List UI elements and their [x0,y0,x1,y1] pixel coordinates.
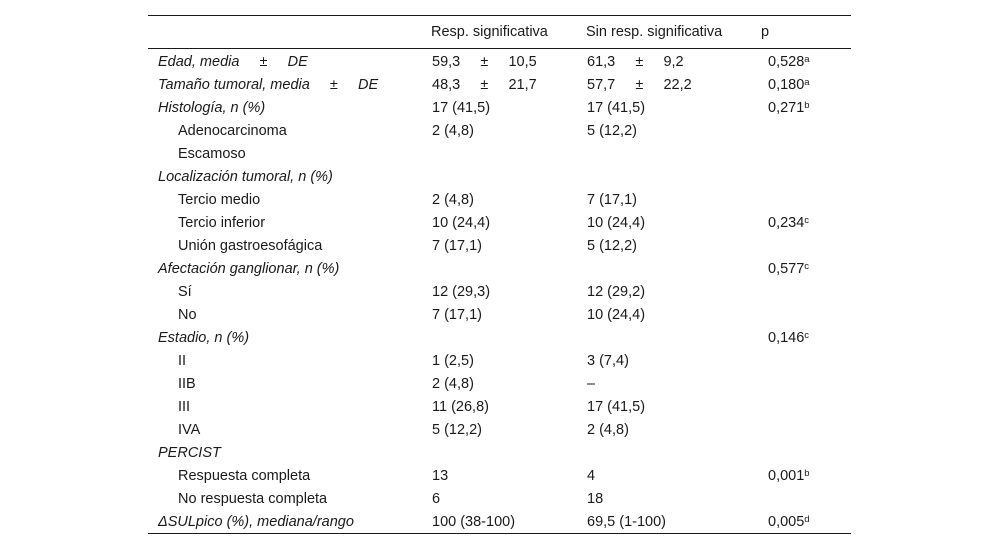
cell-no-significant-response: 12 (29,2) [587,283,646,300]
cell-p-value [761,395,851,418]
cell-significant-response: 100 (38-100) [431,510,586,534]
row-sub-label: Adenocarcinoma [178,122,287,139]
table-row [148,326,851,349]
cell-significant-response [431,257,586,280]
row-sub-label: Escamoso [178,145,246,162]
table-row [148,73,851,96]
p-value-footnote-marker: c [804,260,810,272]
row-section-label: Estadio, n (%) [158,329,250,346]
cell-no-significant-response: 61,3 ± 9,2 [587,53,684,70]
row-section-label: PERCIST [158,444,221,461]
cell-no-significant-response: 10 (24,4) [587,306,646,323]
p-value-text: 0,146 [768,329,805,346]
table-row [148,280,851,303]
row-section-label: Histología, n (%) [158,99,266,116]
cell-no-significant-response: 18 [587,490,604,507]
cell-p-value [761,211,851,234]
p-value-footnote-marker: a [804,76,810,88]
cell-significant-response: 2 (4,8) [432,191,474,208]
row-section-label: ΔSULpico (%), mediana/rango [148,510,431,534]
cell-p-value [761,142,851,165]
p-value-text: 0,271 [768,99,805,116]
p-value-footnote-marker: a [804,53,810,65]
cell-p-value [761,510,851,534]
row-sub-label: Sí [178,283,192,300]
row-sub-label: Unión gastroesofágica [178,237,323,254]
table-row [148,211,851,234]
cell-no-significant-response: – [587,375,596,392]
table-row [148,165,851,188]
cell-significant-response: 1 (2,5) [432,352,474,369]
table-row [148,372,851,395]
p-value-text: 0,001 [768,467,805,484]
cell-no-significant-response: 2 (4,8) [587,421,629,438]
cell-p-value [761,73,851,96]
cell-no-significant-response [586,257,761,280]
table-row [148,257,851,280]
table-row [148,234,851,257]
p-value-footnote-marker: c [804,329,810,341]
cell-no-significant-response [586,326,761,349]
table-row [148,49,851,74]
row-sub-label: Tercio inferior [178,214,266,231]
cell-p-value [761,464,851,487]
cell-no-significant-response: 7 (17,1) [587,191,637,208]
table-row [148,119,851,142]
cell-p-value [761,234,851,257]
cell-p-value [761,188,851,211]
cell-no-significant-response: 57,7 ± 22,2 [587,76,692,93]
row-sub-label: II [178,352,187,369]
row-sub-label: No respuesta completa [178,490,328,507]
row-sub-label: III [178,398,191,415]
row-sub-label: No [178,306,197,323]
table-row [148,441,851,464]
p-value-footnote-marker: b [804,99,810,111]
table-row [148,487,851,510]
cell-p-value [761,280,851,303]
table-row [148,188,851,211]
cell-no-significant-response: 69,5 (1-100) [586,510,761,534]
cell-significant-response: 2 (4,8) [432,122,474,139]
cell-significant-response [431,326,586,349]
p-value-text: 0,234 [768,214,805,231]
cell-significant-response: 2 (4,8) [432,375,474,392]
table-row [148,418,851,441]
cell-no-significant-response: 17 (41,5) [587,99,646,116]
header-no-significant-response: Sin resp. significativa [586,16,761,49]
row-section-label: Edad, media ± DE [158,53,308,70]
p-value-text: 0,180 [768,76,805,93]
cell-significant-response: 48,3 ± 21,7 [432,76,537,93]
cell-no-significant-response: 5 (12,2) [587,237,637,254]
cell-significant-response: 10 (24,4) [432,214,491,231]
cell-p-value [761,418,851,441]
p-value-text: 0,528 [768,53,805,70]
cell-p-value [761,487,851,510]
table-header-row [148,16,851,49]
table-row [148,96,851,119]
cell-no-significant-response: 10 (24,4) [587,214,646,231]
header-variable [148,16,431,49]
table-body [148,49,851,534]
row-section-label: Tamaño tumoral, media ± DE [158,76,379,93]
p-value-footnote-marker: c [804,214,810,226]
table-row [148,395,851,418]
cell-significant-response: 6 [432,490,441,507]
p-value-footnote-marker: b [804,467,810,479]
cell-no-significant-response [586,441,761,464]
cell-p-value [761,49,851,74]
cell-significant-response: 17 (41,5) [432,99,491,116]
cell-significant-response: 59,3 ± 10,5 [432,53,537,70]
p-value-footnote-marker: d [804,513,810,525]
results-table [148,15,851,534]
row-sub-label: IIB [178,375,196,392]
cell-p-value [761,257,851,280]
table-row [148,349,851,372]
cell-no-significant-response: 4 [587,467,596,484]
table-row [148,142,851,165]
row-sub-label: IVA [178,421,201,438]
cell-no-significant-response [586,165,761,188]
row-section-label: Afectación ganglionar, n (%) [158,260,340,277]
p-value-text: 0,577 [768,260,805,277]
cell-no-significant-response: 17 (41,5) [587,398,646,415]
cell-significant-response: 13 [432,467,449,484]
cell-no-significant-response [586,142,761,165]
cell-no-significant-response: 3 (7,4) [587,352,629,369]
header-significant-response: Resp. significativa [431,16,586,49]
cell-p-value [761,96,851,119]
cell-p-value [761,349,851,372]
cell-p-value [761,441,851,464]
header-p-value: p [761,16,851,49]
cell-significant-response: 5 (12,2) [432,421,482,438]
cell-significant-response: 7 (17,1) [432,306,482,323]
cell-p-value [761,119,851,142]
table-row [148,303,851,326]
cell-significant-response [431,441,586,464]
cell-p-value [761,326,851,349]
data-table-container [148,15,851,534]
cell-no-significant-response: 5 (12,2) [587,122,637,139]
p-value-text: 0,005 [768,513,805,530]
cell-p-value [761,303,851,326]
row-sub-label: Respuesta completa [178,467,311,484]
table-row [148,464,851,487]
row-sub-label: Tercio medio [178,191,261,208]
cell-significant-response: 12 (29,3) [432,283,491,300]
cell-significant-response [431,165,586,188]
cell-p-value [761,165,851,188]
cell-p-value [761,372,851,395]
cell-significant-response [431,142,586,165]
table-row [148,510,851,534]
cell-significant-response: 11 (26,8) [432,398,489,415]
cell-significant-response: 7 (17,1) [432,237,482,254]
row-section-label: Localización tumoral, n (%) [158,168,333,185]
